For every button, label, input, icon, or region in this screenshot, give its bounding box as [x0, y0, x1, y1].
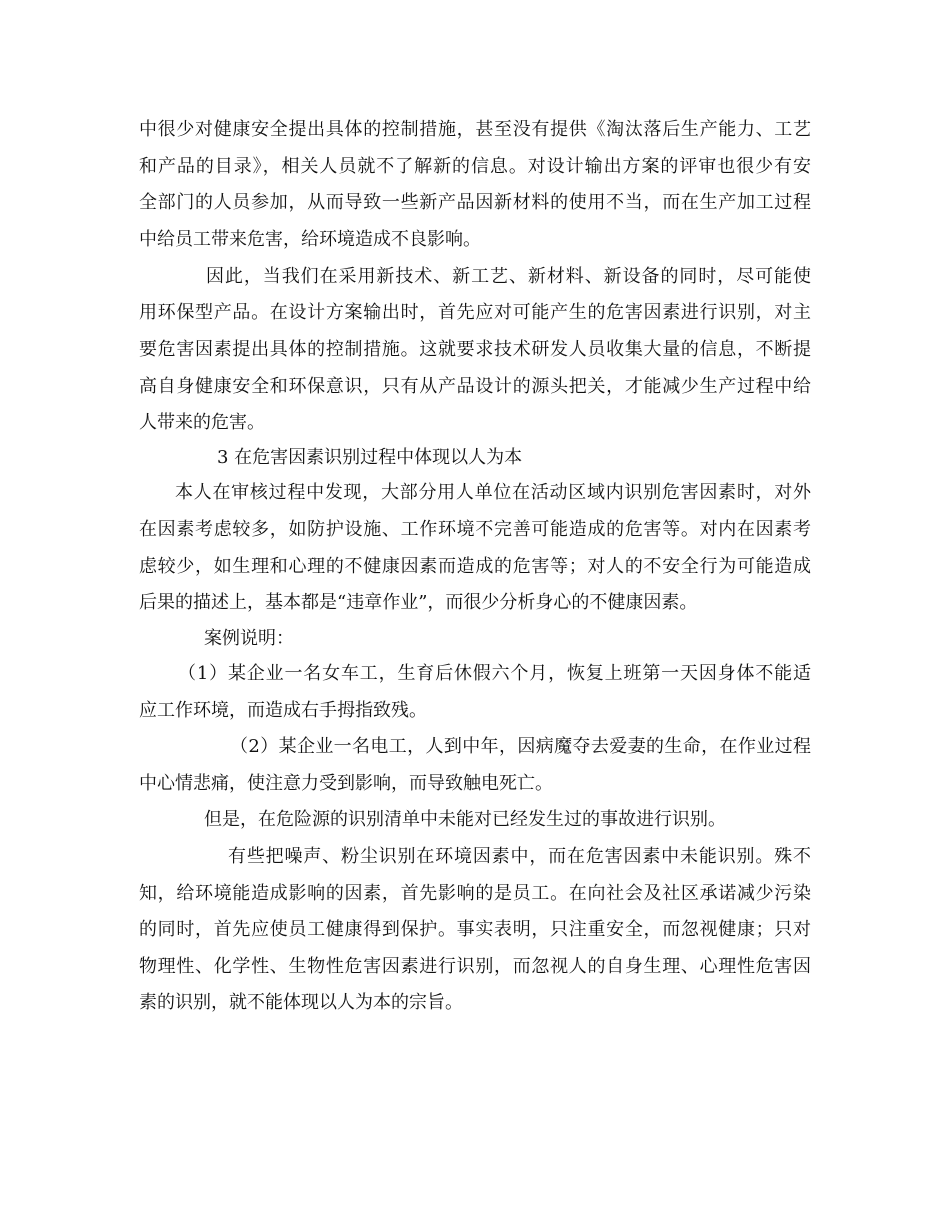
paragraph-however: 但是，在危险源的识别清单中未能对已经发生过的事故进行识别。: [204, 809, 726, 830]
text-line: 在因素考虑较多，如防护设施、工作环境不完善可能造成的危害等。对内在因素考: [139, 519, 811, 540]
text-line: 后果的描述上，基本都是“违章作业”，而很少分析身心的不健康因素。: [139, 592, 698, 613]
section-heading: 3 在危害因素识别过程中体现以人为本: [217, 447, 523, 468]
text-line: 中心情悲痛，使注意力受到影响，而导致触电死亡。: [139, 773, 553, 794]
text-line: 知，给环境能造成影响的因素，首先影响的是员工。在向社会及社区承诺减少污染: [139, 883, 811, 904]
text-line: 全部门的人员参加，从而导致一些新产品因新材料的使用不当，而在生产加工过程: [139, 192, 811, 213]
text-line: 和产品的目录》，相关人员就不了解新的信息。对设计输出方案的评审也很少有安: [139, 156, 811, 177]
text-line: 本人在审核过程中发现，大部分用人单位在活动区域内识别危害因素时，对外: [175, 482, 811, 503]
text-line: 物理性、化学性、生物性危害因素进行识别，而忽视人的自身生理、心理性危害因: [139, 956, 811, 977]
text-line: 中很少对健康安全提出具体的控制措施，甚至没有提供《淘汰落后生产能力、工艺: [139, 119, 811, 140]
text-line: （2）某企业一名电工，人到中年，因病魔夺去爱妻的生命，在作业过程: [230, 736, 811, 757]
text-line: 人带来的危害。: [139, 412, 265, 433]
text-line: 中给员工带来危害，给环境造成不良影响。: [139, 229, 481, 250]
text-line: 有些把噪声、粉尘识别在环境因素中，而在危害因素中未能识别。殊不: [228, 846, 811, 867]
text-line: 用环保型产品。在设计方案输出时，首先应对可能产生的危害因素进行识别，对主: [139, 302, 811, 323]
text-line: 要危害因素提出具体的控制措施。这就要求技术研发人员收集大量的信息，不断提: [139, 339, 811, 360]
text-line: 素的识别，就不能体现以人为本的宗旨。: [139, 992, 463, 1013]
case-intro: 案例说明：: [204, 628, 294, 649]
text-line: 因此，当我们在采用新技术、新工艺、新材料、新设备的同时，尽可能使: [206, 266, 811, 287]
text-line: （1）某企业一名女车工，生育后休假六个月，恢复上班第一天因身体不能适: [178, 663, 811, 684]
text-line: 的同时，首先应使员工健康得到保护。事实表明，只注重安全，而忽视健康；只对: [139, 919, 811, 940]
text-line: 高自身健康安全和环保意识，只有从产品设计的源头把关，才能减少生产过程中给: [139, 376, 811, 397]
text-line: 虑较少，如生理和心理的不健康因素而造成的危害等；对人的不安全行为可能造成: [139, 556, 811, 577]
text-line: 应工作环境，而造成右手拇指致残。: [139, 700, 427, 721]
